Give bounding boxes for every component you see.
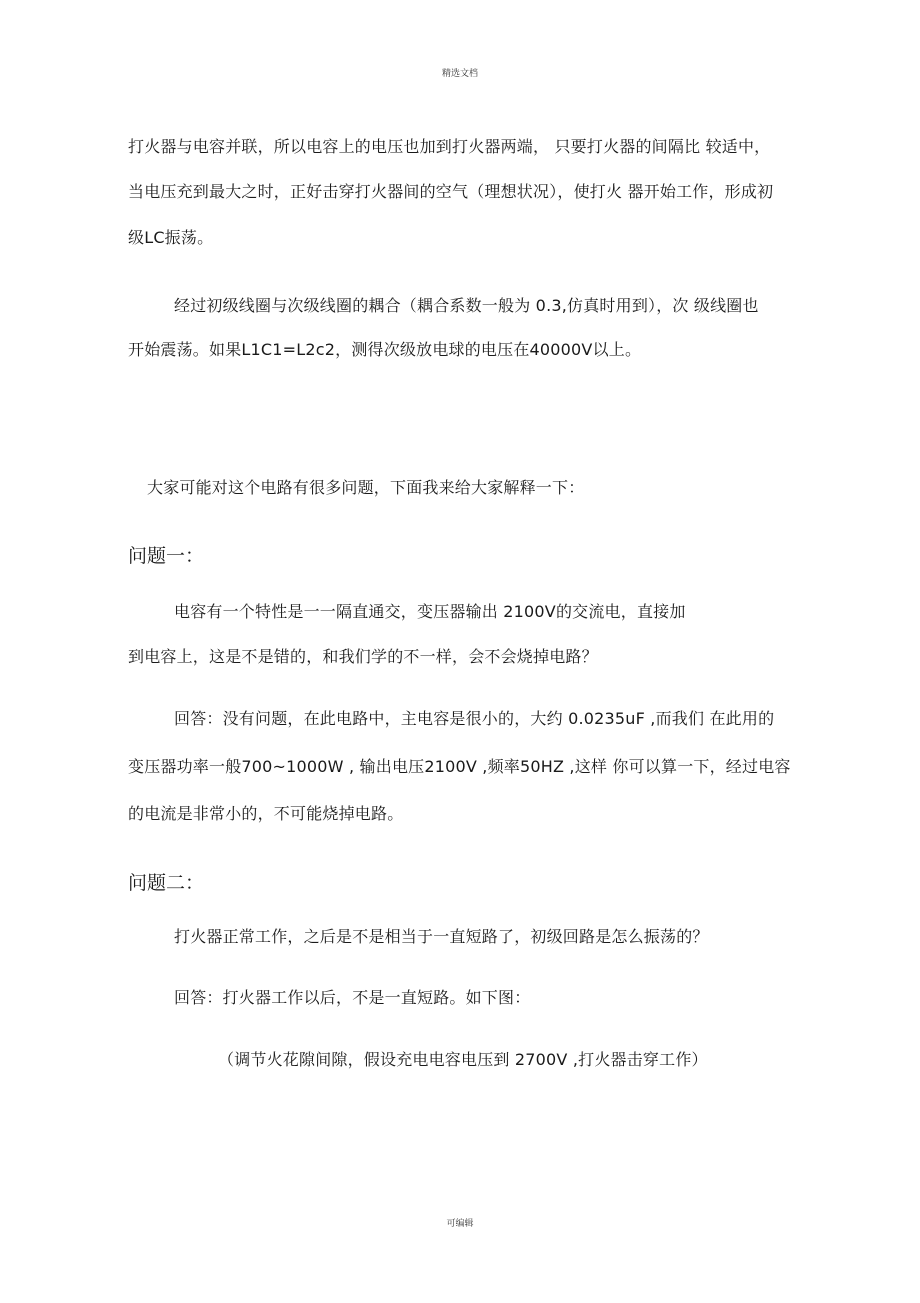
question-1-line-2: 到电容上，这是不是错的，和我们学的不一样，会不会烧掉电路？ [128, 647, 598, 666]
paragraph-1-line-3: 级LC振荡。 [128, 228, 214, 247]
paragraph-1-line-1: 打火器与电容并联，所以电容上的电压也加到打火器两端， 只要打火器的间隔比 较适中， [128, 137, 771, 156]
answer-1-line-1: 回答：没有问题，在此电路中，主电容是很小的，大约 0.0235uF ,而我们 在此用的 [174, 709, 775, 728]
paragraph-1-line-2: 当电压充到最大之时，正好击穿打火器间的空气（理想状况），使打火 器开始工作，形成初 [128, 182, 774, 201]
page-header: 精选文档 [441, 69, 478, 79]
answer-2-line-1: 回答：打火器工作以后，不是一直短路。如下图： [174, 988, 531, 1007]
answer-1-line-3: 的电流是非常小的，不可能烧掉电路。 [128, 804, 404, 823]
question-2-line-1: 打火器正常工作，之后是不是相当于一直短路了，初级回路是怎么振荡的？ [174, 927, 709, 946]
page-footer: 可编辑 [446, 1219, 474, 1229]
paragraph-2-line-1: 经过初级线圈与次级线圈的耦合（耦合系数一般为 0.3,仿真时用到），次 级线圈也 [174, 296, 759, 315]
question-1-line-1: 电容有一个特性是一一隔直通交，变压器输出 2100V的交流电，直接加 [174, 602, 686, 621]
question-2-heading: 问题二： [128, 872, 205, 894]
paragraph-2-line-2: 开始震荡。如果L1C1=L2c2，测得次级放电球的电压在40000V以上。 [128, 340, 642, 359]
paragraph-3-line-1: 大家可能对这个电路有很多问题，下面我来给大家解释一下： [147, 478, 585, 497]
answer-1-line-2: 变压器功率一般700~1000W , 输出电压2100V ,频率50HZ ,这样 你可以算一下，经过电容 [128, 757, 791, 776]
answer-2-line-2: （调节火花隙间隙，假设充电电容电压到 2700V ,打火器击穿工作） [218, 1050, 708, 1069]
question-1-heading: 问题一： [128, 545, 205, 567]
